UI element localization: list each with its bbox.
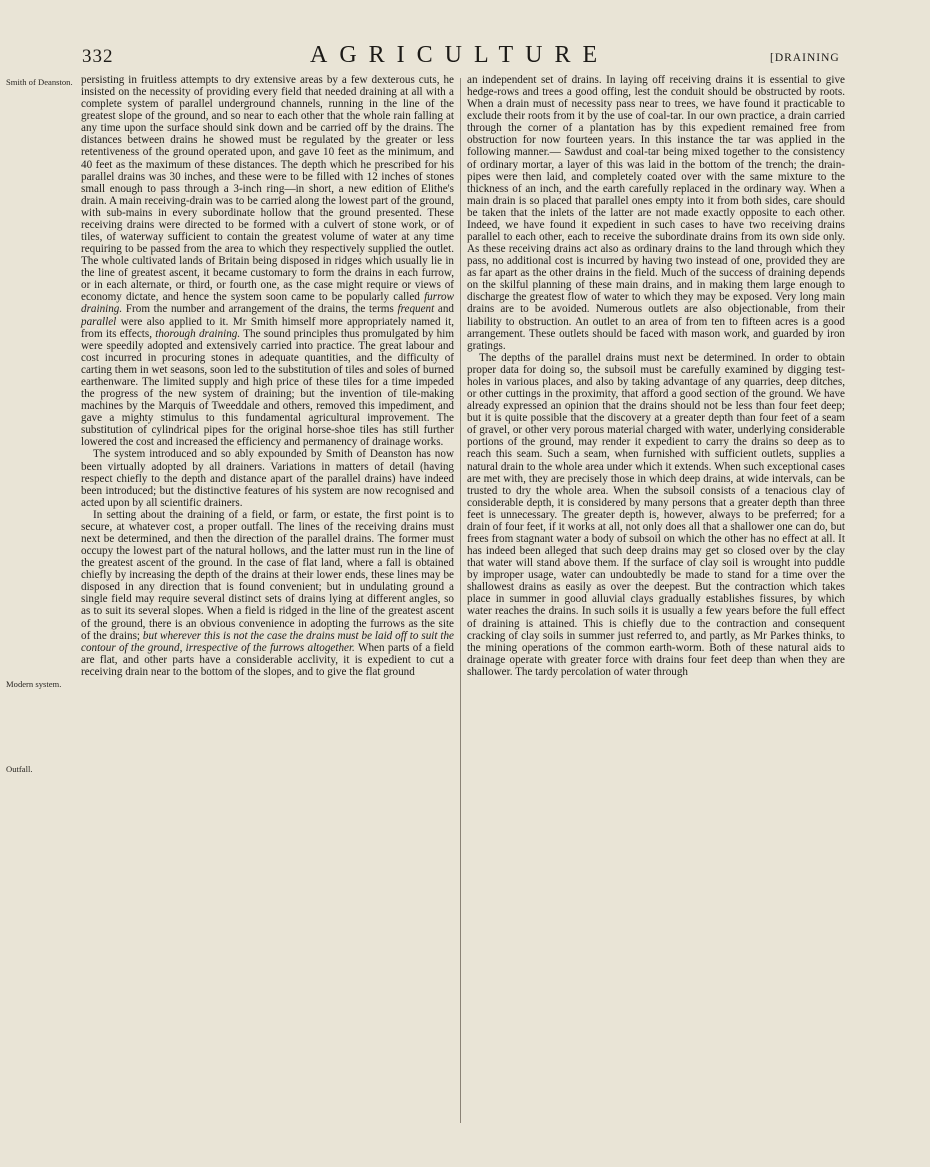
text-column-left — [81, 74, 454, 678]
text-run: When parts of a field are flat, and other parts have a considerable acclivity, it is expedient to cut a receiving drain near to the bottom of the slopes, and to give the flat ground — [81, 641, 454, 678]
paragraph — [81, 74, 454, 448]
margin-note-smith: Smith of Deanston. — [6, 77, 73, 87]
emphasis: furrow draining. — [81, 291, 454, 316]
margin-note-modern: Modern system. — [6, 679, 62, 689]
column-divider — [460, 78, 461, 1123]
section-title: [DRAINING — [770, 52, 840, 64]
text-run: From the number and arrangement of the drains, the terms — [125, 303, 394, 316]
running-title: AGRICULTURE — [310, 42, 610, 68]
paragraph: The system introduced and so ably expounded by Smith of Deanston has now been virtually adopted by all drainers. Variations in matters of detail (having respect chiefly to the depth and distance apart of the parallel drains) have indeed been introduced; but the distinctive features of his system are now recognised and acted upon by all scientific drainers. — [81, 448, 454, 509]
text-run: persisting in fruitless attempts to dry extensive areas by a few dexterous cuts, he insisted on the necessity of providing every field that needed draining at all with a complete system of parallel underground channels, running in the line of the greatest slope of the ground, and so near to each other that the whole rain falling at any time upon the surface should sink down and be carried off by the drains. The distances between drains he showed must be regulated by the greater or less retentiveness of the ground operated upon, and gave 10 feet as the minimum, and 40 feet as the maximum of these distances. The depth which he prescribed for his parallel drains was 30 inches, and these were to be filled with 12 inches of stones small enough to pass through a 3-inch ring—in short, a new edition of Elithe's drain. A main receiving-drain was to be carried along the lowest part of the ground, with sub-mains in every subordinate hollow that the ground presented. These receiving drains were directed to be formed with a culvert of stone work, or of tiles, of waterway sufficient to contain the greatest volume of water at any time requiring to be passed from the area to which they respectively supplied the outlet. The whole cultivated lands of Britain being disposed in ridges which usually lie in the line of greatest ascent, it became customary to form the drains in each furrow, or in each alternate, or third, or fourth one, as the case might require or views of economy dictate, and hence the system soon came to be popularly called — [81, 74, 454, 304]
margin-note-outfall: Outfall. — [6, 764, 33, 774]
emphasis: frequent — [397, 303, 435, 316]
paragraph: The depths of the parallel drains must next be determined. In order to obtain proper data for doing so, the subsoil must be carefully examined by digging test-holes in various places, and also by taking advantage of any quarries, deep ditches, or other cuttings in the proximity, that afford a good section of the ground. We have already expressed an opinion that the drains should not be less than four feet deep; but it is quite possible that the discovery at a greater depth than four feet of a seam of gravel, or other very porous material charged with water, underlying considerable portions of the ground, may render it expedient to carry the drains so deep as to reach this seam. Such a seam, when furnished with sufficient outlets, supplies a natural drain to the whole area under which it extends. When such exceptional cases are met with, they are precisely those in which deep drains, at wide intervals, can be trusted to dry the whole area. When the subsoil consists of a tenacious clay of considerable depth, it is considered by many persons that a greater depth than three feet is unnecessary. The greater depth is, however, always to be preferred; for a drain of four feet, if it works at all, not only does all that a shallower one can do, but frees from stagnant water a body of subsoil on which the other has no effect at all. It has indeed been alleged that such deep drains may get so closed over by the clay that water will stand above them. If the surface of clay soil is wrought into puddle by improper usage, water can undoubtedly be made to stand for a time over the shallowest drains as easily as over the deepest. But the contraction which takes place in summer in good alluvial clays gradually establishes fissures, by which water reaches the drains. In such soils it is usually a few years before the full effect of draining is attained. This is chiefly due to the contraction and consequent cracking of clay soils in summer just referred to, and partly, as Mr Parkes thinks, to the mining operations of the common earth-worm. Both of these natural aids to drainage operate with greater force with drains four feet deep than when they are shallower. The tardy percolation of water through — [467, 351, 845, 678]
emphasis: parallel — [81, 315, 117, 328]
page-number: 332 — [82, 46, 114, 67]
paragraph: an independent set of drains. In laying off receiving drains it is essential to give hedge-rows and trees a good offing, lest the conduit should be obstructed by roots. When a drain must of necessity pass near to trees, we have found it practicable to exclude their roots from it by the use of coal-tar. In our own practice, a drain carried through the corner of a plantation has by this expedient remained free from obstruction for now fourteen years. In this instance the tar was applied in the following manner.— Sawdust and coal-tar being mixed together to the consistency of ordinary mortar, a layer of this was laid in the bottom of the trench; the drain-pipes were then laid, and completely coated over with the same mixture to the thickness of an inch, and the earth carefully replaced in the ordinary way. When a main drain is so placed that parallel ones empty into it from both sides, care should be taken that the inlets of the latter are not made exactly opposite to each other. Indeed, we have found it expedient in such cases to have two receiving drains parallel to each other, each to receive the subordinate drains from its own side only. As these receiving drains act also as ordinary drains to the land through which they pass, no additional cost is incurred by having two instead of one, provided they are as far apart as the other drains in the field. Much of the success of draining depends on the skilful planning of these main drains, and in making them large enough to discharge the greatest flow of water to which they may be exposed. Very long main drains are to be avoided. Numerous outlets are also objectionable, from their liability to obstruction. An outlet to an area of from ten to fifteen acres is a good arrangement. These outlets should be faced with mason work, and guarded by iron gratings. — [467, 74, 845, 352]
running-header — [0, 42, 930, 76]
emphasis: thorough draining. — [155, 327, 241, 340]
paragraph — [81, 509, 454, 678]
text-run: and — [437, 303, 454, 316]
text-run: In setting about the draining of a field, or farm, or estate, the first point is to secure, at whatever cost, a proper outfall. The lines of the receiving drains must next be determined, and then the direction of the parallel drains. The former must occupy the lowest part of the natural hollows, and the latter must run in the line of the greatest ascent of the ground. In the case of flat land, where a fall is obtained chiefly by increasing the depth of the drains at their lower ends, these lines may be disposed in any direction that is found convenient; but in undulating ground a single field may require several distinct sets of drains lying at different angles, so as to suit its several slopes. When a field is ridged in the line of the greatest ascent of the ground, there is an obvious convenience in adopting the furrows as the site of the drains; — [81, 508, 454, 642]
text-run: were also applied to it. Mr Smith himself more appropriately named it, from its effects, — [81, 315, 454, 340]
emphasis: but wherever this is not the case the drains must be laid off to suit the contour of the ground, irrespective of the furrows altogether. — [81, 629, 454, 654]
text-column-right — [467, 74, 845, 678]
text-run: The sound principles thus promulgated by him were speedily adopted and extensively carried into practice. The great labour and cost incurred in procuring stones in adequate quantities, and the difficulty of carting them in wet seasons, soon led to the substitution of tiles and soles of burned earthenware. The limited supply and high price of these tiles for a time impeded the progress of the new system of draining; but the invention of tile-making machines by the Marquis of Tweeddale and others, removed this impediment, and gave a mighty stimulus to this fundamental agricultural improvement. The substitution of cylindrical pipes for the original horse-shoe tiles has still further lowered the cost and increased the efficiency and permanency of drainage works. — [81, 327, 454, 449]
